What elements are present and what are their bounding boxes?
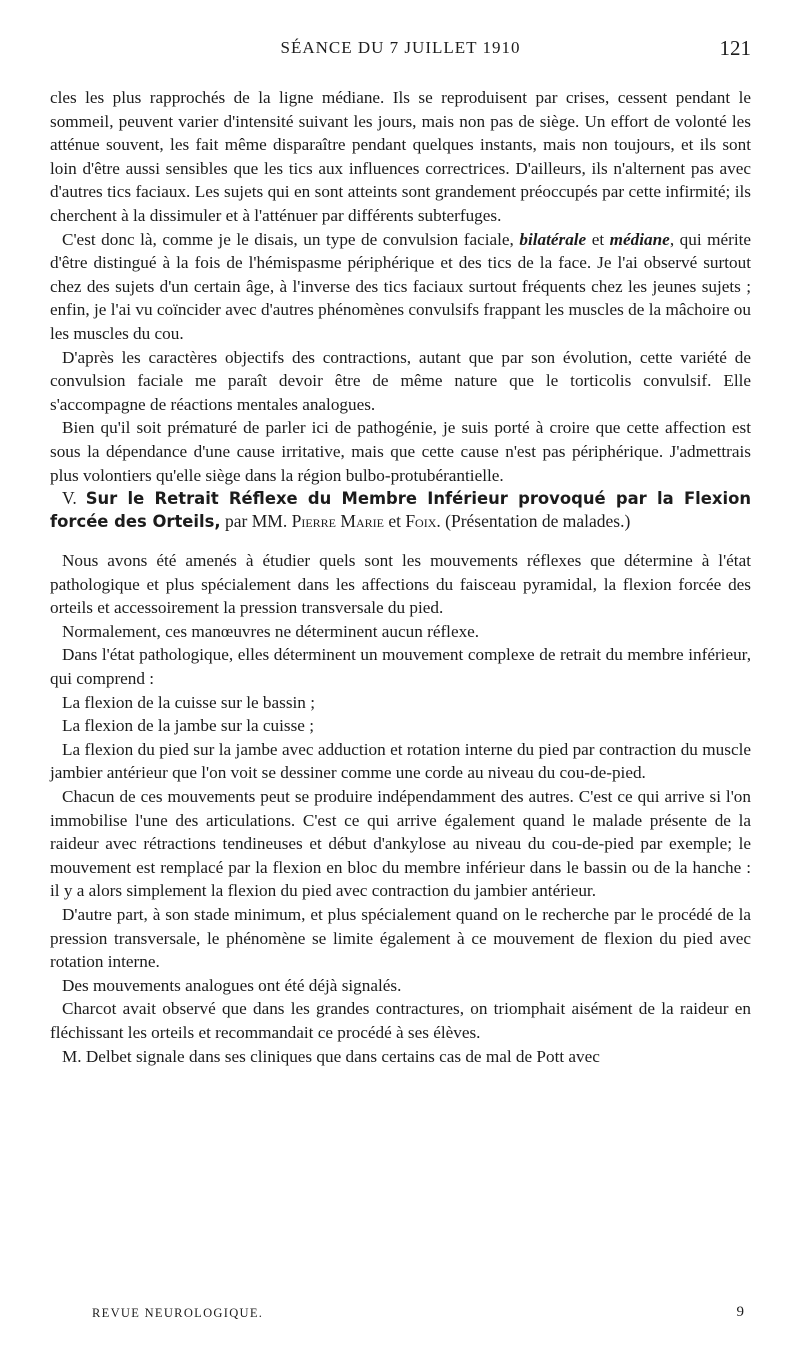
paragraph: Charcot avait observé que dans les grandes contractures, on triomphait aisément de la raideur en fléchissant les orteils et recommandait ce procédé à ses élèves.: [50, 999, 751, 1042]
paragraph: Nous avons été amenés à étudier quels sont les mouvements réflexes que détermine à l'état pathologique et plus spécialement dans les affections du faisceau pyramidal, la flexion forcée des orteils et accessoirement la pression transversale du pied.: [50, 551, 751, 618]
author-name: Pierre Marie: [291, 511, 384, 532]
page-number: 121: [719, 36, 751, 60]
paragraph: [50, 228, 751, 346]
paragraph: Dans l'état pathologique, elles déterminent un mouvement complexe de retrait du membre inférieur, qui comprend :: [50, 645, 751, 689]
paragraph: Chacun de ces mouvements peut se produire indépendamment des autres. C'est ce qui arrive si l'on immobilise l'une des articulations. C'est ce qui arrive également quand le malade présente de la raideur avec rétractions tendineuses et début d'ankylose au niveau du cou-de-pied par exemple; le mouvement est remplacé par la flexion en bloc du membre inférieur dans le bassin ou de la hanche : il y a alors simplement la flexion du pied avec contraction du jambier antérieur.: [50, 787, 751, 901]
paragraph: D'autre part, à son stade minimum, et plus spécialement quand on le recherche par le procédé de la pression transversale, le phénomène se limite également à ce mouvement de flexion du pied avec rotation interne.: [50, 905, 751, 972]
italic-term: médiane: [609, 229, 670, 249]
section-title: Sur le Retrait Réflexe du Membre Inférieur provoqué par la Flexion forcée des Orteils,: [50, 489, 752, 532]
list-item: La flexion de la jambe sur la cuisse ;: [62, 716, 314, 736]
author-prefix: par MM.: [225, 511, 288, 532]
paragraph: Bien qu'il soit prématuré de parler ici de pathogénie, je suis porté à croire que cette affection est sous la dépendance d'une cause irritative, mais que cette cause n'est pas périphérique. J'admettrais plus volontiers qu'elle siège dans la région bulbo-protubérantielle.: [50, 418, 751, 485]
paragraph-text: et: [586, 229, 610, 249]
paragraph: D'après les caractères objectifs des contractions, autant que par son évolution, cette variété de convulsion faciale me paraît devoir être de même nature que le torticolis convulsif. Elle s'accompagne de réactions mentales analogues.: [50, 347, 751, 414]
paragraph-text: C'est donc là, comme je le disais, un type de convulsion faciale,: [62, 229, 520, 249]
paragraph: M. Delbet signale dans ses cliniques que dans certains cas de mal de Pott avec: [62, 1046, 600, 1066]
signature-mark: 9: [736, 1304, 744, 1320]
article-body: [50, 86, 751, 1068]
paragraph: Des mouvements analogues ont été déjà signalés.: [62, 975, 402, 995]
presentation-note: . (Présentation de malades.): [436, 511, 631, 532]
paragraph: cles les plus rapprochés de la ligne médiane. Ils se reproduisent par crises, cessent pendant le sommeil, peuvent varier d'intensité suivant les jours, mais non pas de siège. Un effort de volonté les atténue souvent, les fait même disparaître pendant quelques instants, mais non toujours, et ils sont loin d'être aussi sensibles que les tics aux influences correctrices. D'ailleurs, ils n'alternent pas avec d'autres tics faciaux. Les sujets qui en sont atteints sont grandement préoccupés par cette infirmité; ils cherchent à la dissimuler et à l'atténuer par différents subterfuges.: [50, 88, 751, 225]
paragraph-text: , qui mérite d'être distingué à la fois de l'hémispasme périphérique et des tics de la face. Je l'ai observé surtout chez des sujets d'un certain âge, à l'inverse des tics faciaux surtout fréquents chez les jeunes sujets ; enfin, je l'ai vu coïncider avec d'autres phénomènes convulsifs frappant les muscles de la mâchoire ou les muscles du cou.: [50, 229, 752, 343]
section-number: V.: [62, 488, 77, 509]
page-footer: [92, 1304, 744, 1328]
section-heading: [50, 487, 751, 533]
running-head: [50, 38, 751, 68]
author-name: Foix: [405, 511, 437, 532]
list-item: La flexion de la cuisse sur le bassin ;: [62, 692, 315, 712]
running-title: SÉANCE DU 7 JUILLET 1910: [280, 38, 521, 57]
italic-term: bilatérale: [519, 229, 587, 249]
section-body: [50, 549, 751, 1068]
paragraph: Normalement, ces manœuvres ne déterminent aucun réflexe.: [62, 621, 480, 641]
list-item: La flexion du pied sur la jambe avec adduction et rotation interne du pied par contraction du muscle jambier antérieur que l'on voit se dessiner comme une corde au niveau du cou-de-pied.: [50, 739, 751, 783]
author-conjunction: et: [388, 511, 401, 532]
journal-name: REVUE NEUROLOGIQUE.: [92, 1306, 264, 1320]
